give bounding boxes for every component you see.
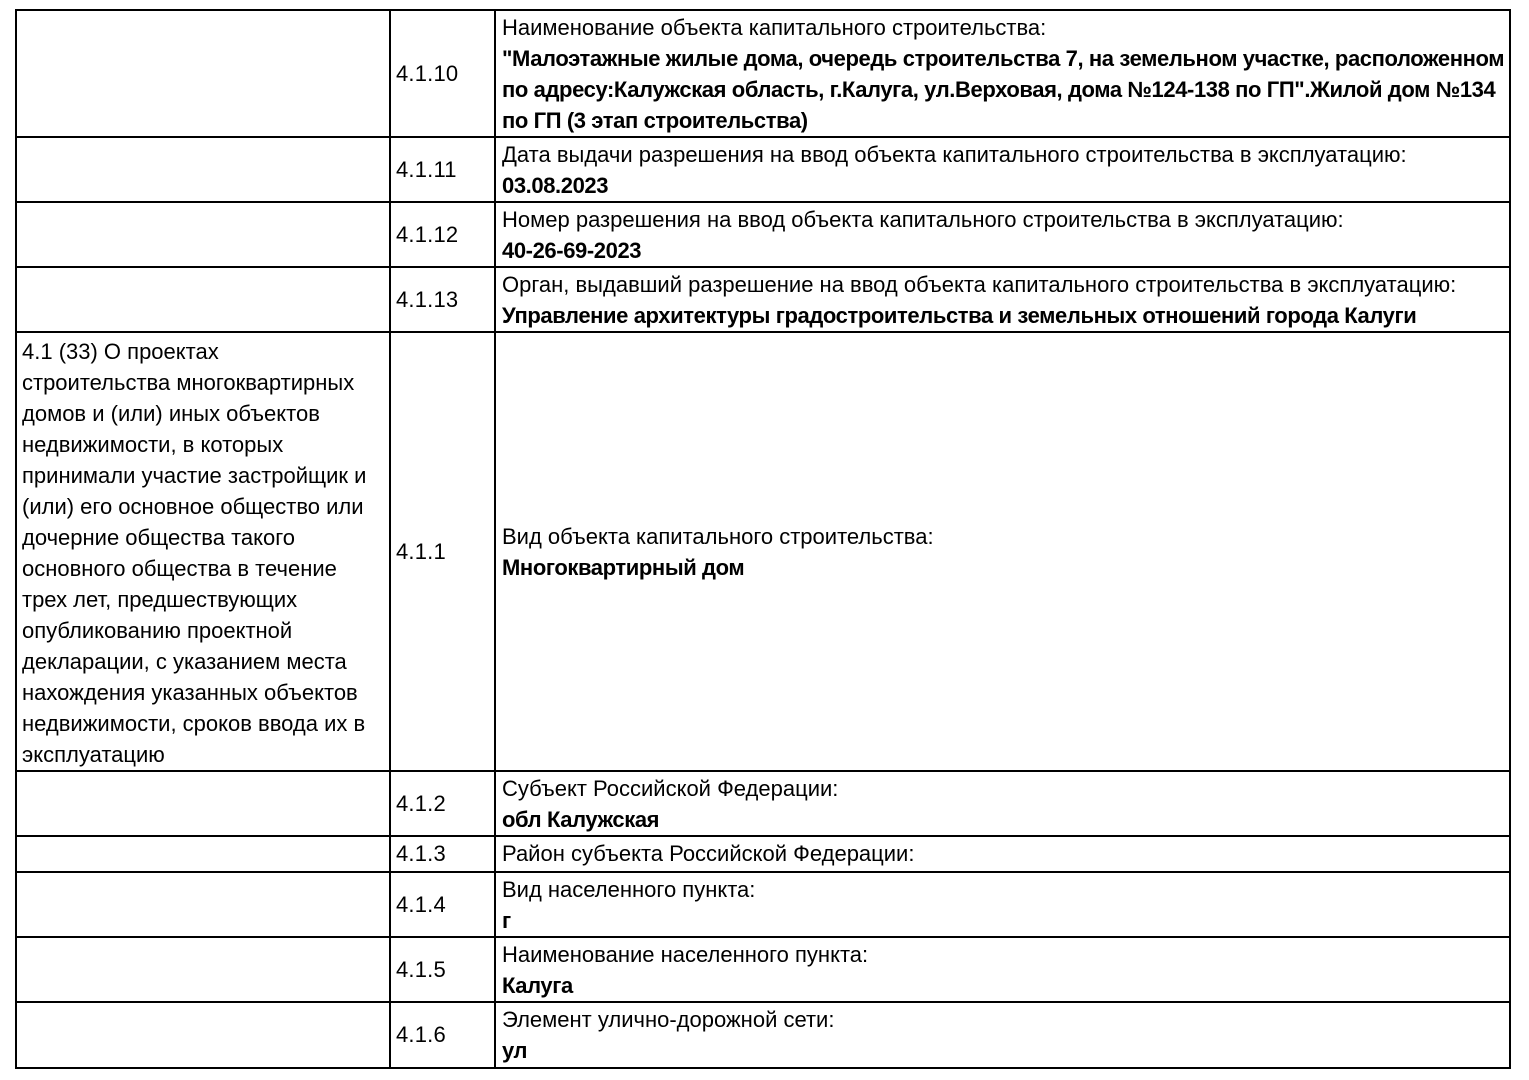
row-number-cell — [390, 202, 495, 267]
field-label: Субъект Российской Федерации: — [502, 776, 839, 801]
field-label: Район субъекта Российской Федерации: — [502, 841, 915, 866]
field-label: Дата выдачи разрешения на ввод объекта капитального строительства в эксплуатацию: — [502, 142, 1407, 167]
row-number-cell — [390, 1002, 495, 1068]
row-number-cell — [390, 10, 495, 137]
field-cell — [495, 202, 1510, 267]
row-number: 4.1.5 — [396, 956, 446, 982]
empty-cell — [16, 1002, 390, 1068]
field-label: Вид населенного пункта: — [502, 877, 756, 902]
row-number-cell — [390, 771, 495, 836]
table-row — [16, 10, 1510, 137]
table-row — [16, 836, 1510, 872]
section-description: 4.1 (33) О проектах строительства многоквартирных домов и (или) иных объектов недвижимости, в которых принимали участие застройщик и (или) его основное общество или дочерние общества такого основного общества в течение трех лет, предшествующих опубликованию проектной декларации, с указанием места нахождения указанных объектов недвижимости, сроков ввода их в эксплуатацию — [16, 332, 390, 771]
field-cell — [495, 836, 1510, 872]
row-number: 4.1.11 — [396, 156, 457, 182]
table-row — [16, 202, 1510, 267]
field-cell — [495, 137, 1510, 202]
table-row — [16, 267, 1510, 332]
field-label: Орган, выдавший разрешение на ввод объекта капитального строительства в эксплуатацию: — [502, 272, 1457, 297]
empty-cell — [16, 872, 390, 937]
field-cell — [495, 10, 1510, 137]
field-cell — [495, 1002, 1510, 1068]
field-value: 03.08.2023 — [502, 173, 609, 198]
field-value: Калуга — [502, 973, 573, 998]
field-value: Управление архитектуры градостроительства и земельных отношений города Калуги — [502, 303, 1417, 328]
row-number-cell — [390, 872, 495, 937]
row-number-cell — [390, 332, 495, 771]
row-number: 4.1.12 — [396, 221, 459, 247]
empty-cell — [16, 771, 390, 836]
row-number: 4.1.1 — [396, 538, 446, 564]
field-value: 40-26-69-2023 — [502, 238, 642, 263]
table-row — [16, 872, 1510, 937]
table-row — [16, 137, 1510, 202]
empty-cell — [16, 137, 390, 202]
empty-cell — [16, 836, 390, 872]
empty-cell — [16, 10, 390, 137]
field-label: Вид объекта капитального строительства: — [502, 524, 934, 549]
field-value: г — [502, 908, 511, 933]
table-row — [16, 1002, 1510, 1068]
empty-cell — [16, 202, 390, 267]
empty-cell — [16, 937, 390, 1002]
field-label: Номер разрешения на ввод объекта капитального строительства в эксплуатацию: — [502, 207, 1344, 232]
row-number-cell — [390, 267, 495, 332]
row-number: 4.1.4 — [396, 891, 446, 917]
field-cell — [495, 267, 1510, 332]
row-number-cell — [390, 836, 495, 872]
row-number: 4.1.10 — [396, 60, 459, 86]
field-value: "Малоэтажные жилые дома, очередь строительства 7, на земельном участке, расположенном по адресу:Калужская область, г.Калуга, ул.Верховая, дома №124-138 по ГП".Жилой дом №134 по ГП (3 этап строительства) — [502, 46, 1505, 133]
field-cell — [495, 937, 1510, 1002]
row-number: 4.1.3 — [396, 841, 446, 866]
field-cell — [495, 872, 1510, 937]
table-row — [16, 771, 1510, 836]
field-label: Элемент улично-дорожной сети: — [502, 1007, 835, 1032]
field-value: обл Калужская — [502, 807, 660, 832]
table-row — [16, 332, 1510, 771]
row-number-cell — [390, 937, 495, 1002]
field-cell — [495, 332, 1510, 771]
field-label: Наименование населенного пункта: — [502, 942, 869, 967]
row-number: 4.1.6 — [396, 1022, 446, 1047]
table-row — [16, 937, 1510, 1002]
row-number: 4.1.13 — [396, 286, 459, 312]
field-label: Наименование объекта капитального строительства: — [502, 15, 1047, 40]
project-declaration-table — [15, 9, 1511, 1069]
row-number: 4.1.2 — [396, 790, 446, 816]
field-value: Многоквартирный дом — [502, 555, 745, 580]
field-value: ул — [502, 1038, 528, 1063]
row-number-cell — [390, 137, 495, 202]
empty-cell — [16, 267, 390, 332]
field-cell — [495, 771, 1510, 836]
